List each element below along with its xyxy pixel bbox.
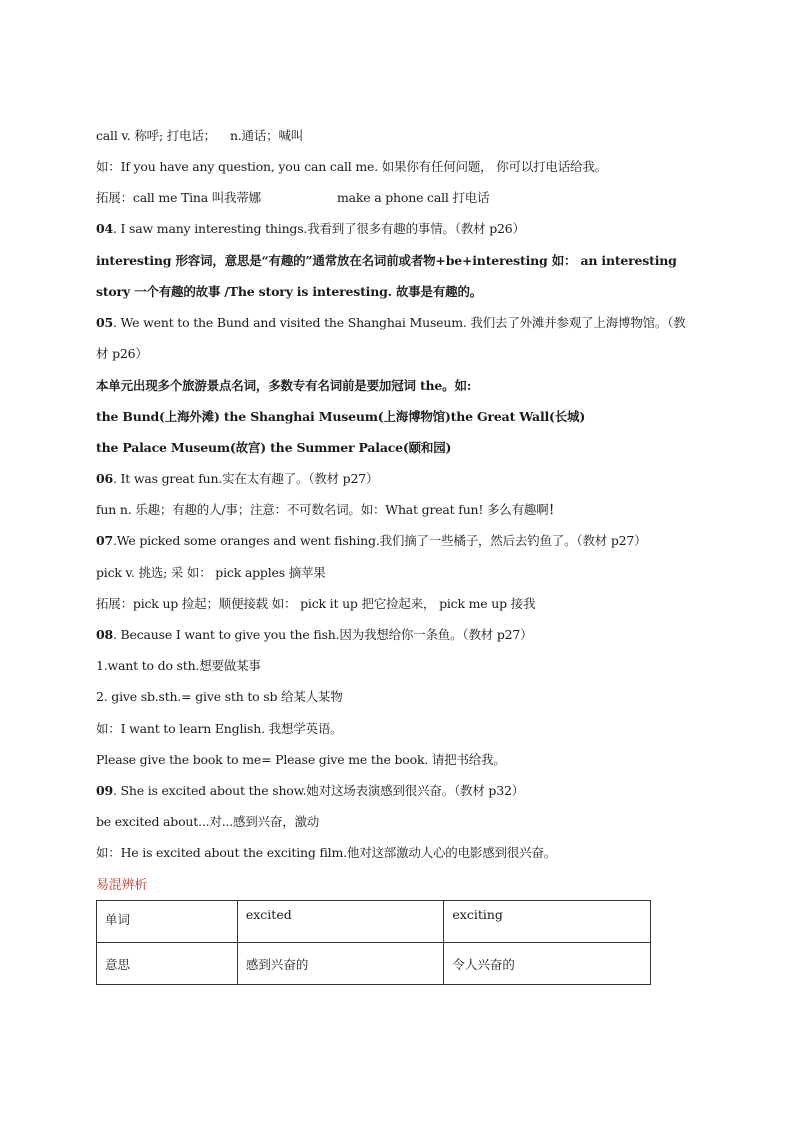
sentence-05-continued: 材 p26） — [96, 346, 148, 361]
want-to-note: 1.want to do sth.想要做某事 — [96, 658, 261, 673]
call-definition-word: call v. 称呼; 打电话； — [96, 128, 216, 143]
sentence-text: . I saw many interesting things.我看到了很多有趣的事情。（教材 p26） — [113, 221, 525, 236]
sentence-text: . She is excited about the show.她对这场表演感到很兴奋。（教材 p32） — [113, 783, 525, 798]
sentence-number: 07 — [96, 533, 113, 548]
pick-extension: 拓展：pick up 捡起；顺便接载 如： pick it up 把它捡起来， pick me up 接我 — [96, 596, 536, 611]
sentence-number: 09 — [96, 783, 113, 798]
places-list-1: the Bund(上海外滩) the Shanghai Museum(上海博物馆)the Great Wall(长城) — [96, 409, 586, 424]
interesting-note-line-2: story 一个有趣的故事 /The story is interesting. 故事是有趣的。 — [96, 284, 483, 299]
table-row — [97, 901, 651, 943]
sentence-05 — [96, 315, 686, 331]
excited-definition: be excited about...对...感到兴奋，激动 — [96, 814, 320, 829]
pick-definition: pick v. 挑选; 采 如： pick apples 摘苹果 — [96, 565, 326, 580]
want-example: 如：I want to learn English. 我想学英语。 — [96, 721, 343, 736]
table-cell: 意思 — [97, 943, 238, 985]
sentence-number: 06 — [96, 471, 113, 486]
table-cell: 令人兴奋的 — [444, 943, 651, 985]
table-cell: exciting — [444, 901, 651, 943]
call-definition — [96, 128, 303, 144]
confusion-heading: 易混辨析 — [96, 878, 148, 893]
places-note: 本单元出现多个旅游景点名词，多数专有名词前是要加冠词 the。如: — [96, 378, 472, 393]
sentence-text: . It was great fun.实在太有趣了。（教材 p27） — [113, 471, 379, 486]
call-extension-b: make a phone call 打电话 — [336, 190, 490, 205]
places-list-2: the Palace Museum(故宫) the Summer Palace(颐和园) — [96, 440, 452, 455]
sentence-text: . Because I want to give you the fish.因为我想给你一条鱼。（教材 p27） — [113, 627, 533, 642]
sentence-text: .We picked some oranges and went fishing.我们摘了一些橘子，然后去钓鱼了。（教材 p27） — [113, 533, 647, 548]
call-definition-noun: n.通话；喊叫 — [229, 128, 304, 143]
sentence-number: 05 — [96, 315, 113, 330]
sentence-07 — [96, 533, 646, 549]
excited-example: 如：He is excited about the exciting film.他对这部激动人心的电影感到很兴奋。 — [96, 845, 557, 860]
comparison-table — [96, 900, 651, 985]
interesting-note-line-1: interesting 形容词，意思是“有趣的”通常放在名词前或者物+be+interesting 如： an interesting — [96, 253, 677, 268]
sentence-text: . We went to the Bund and visited the Shanghai Museum. 我们去了外滩并参观了上海博物馆。（教 — [113, 315, 686, 330]
sentence-09 — [96, 783, 524, 799]
give-sb-note: 2. give sb.sth.= give sth to sb 给某人某物 — [96, 689, 343, 704]
sentence-04 — [96, 221, 525, 237]
sentence-06 — [96, 471, 378, 487]
call-extension — [96, 190, 489, 206]
sentence-08 — [96, 627, 532, 643]
call-example: 如：If you have any question, you can call me. 如果你有任何问题， 你可以打电话给我。 — [96, 159, 607, 174]
fun-definition — [96, 502, 561, 518]
sentence-number: 04 — [96, 221, 113, 236]
give-example: Please give the book to me= Please give me the book. 请把书给我。 — [96, 752, 506, 767]
sentence-number: 08 — [96, 627, 113, 642]
call-extension-a: 拓展：call me Tina 叫我蒂娜 — [96, 190, 261, 205]
table-cell: 单词 — [97, 901, 238, 943]
table-row — [97, 943, 651, 985]
table-cell: excited — [237, 901, 444, 943]
table-cell: 感到兴奋的 — [237, 943, 444, 985]
fun-definition-exclamation: ！ — [548, 502, 561, 517]
fun-definition-text: fun n. 乐趣；有趣的人/事；注意：不可数名词。如：What great fun! 多么有趣啊 — [96, 502, 549, 517]
